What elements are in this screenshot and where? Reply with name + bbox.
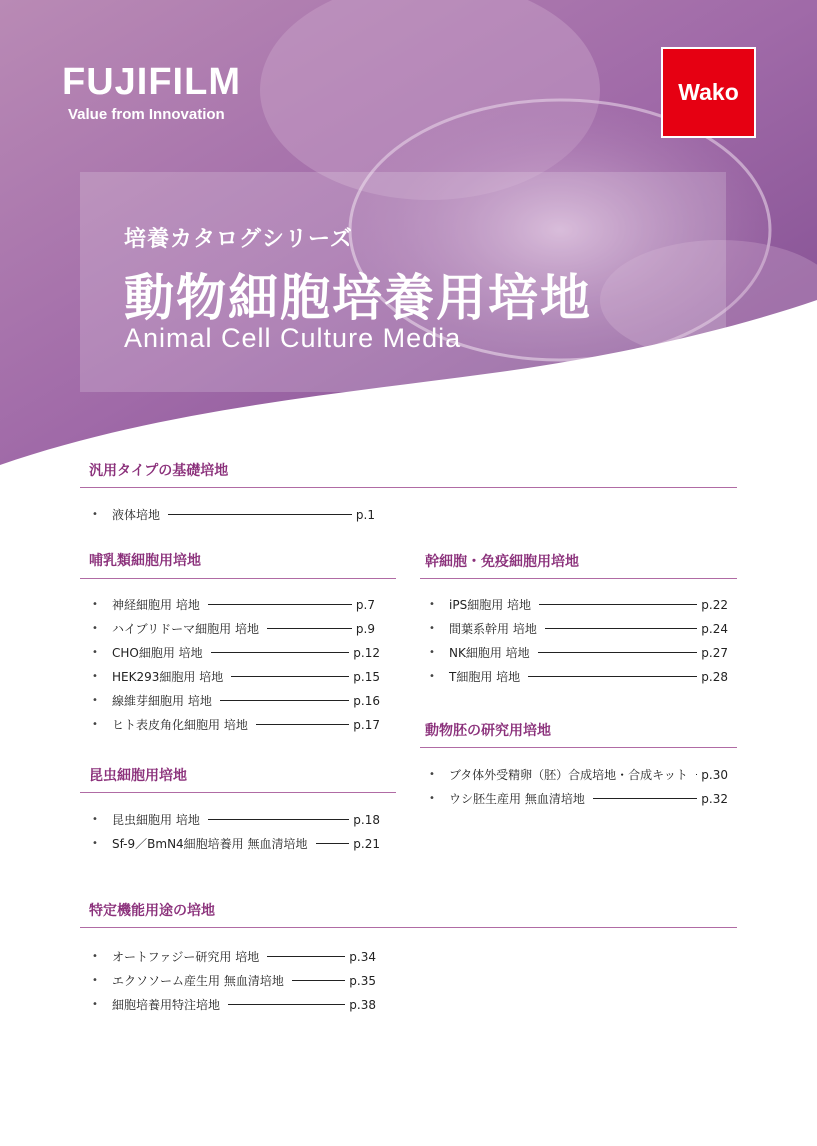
toc-item[interactable] <box>92 948 376 965</box>
toc-item-label: ウシ胚生産用 無血清培地 <box>449 792 585 806</box>
toc-item-label: Sf-9／BmN4細胞培養用 無血清培地 <box>112 837 308 851</box>
toc-item-page: p.32 <box>701 791 728 806</box>
page-title: 動物細胞培養用培地 <box>124 269 592 327</box>
toc-item-page: p.9 <box>355 621 375 636</box>
brand-tagline: Value from Innovation <box>68 106 225 123</box>
bullet-icon: • <box>429 599 435 610</box>
section-heading-embryo: 動物胚の研究用培地 <box>425 723 551 739</box>
toc-item-page: p.24 <box>701 621 728 636</box>
toc-item-page: p.17 <box>353 717 380 732</box>
leader-line <box>539 604 697 605</box>
fujifilm-logo: FUJIFILM <box>62 61 241 103</box>
toc-item-label: オートファジー研究用 培地 <box>112 950 260 964</box>
toc-item-page: p.30 <box>701 767 728 782</box>
leader-line <box>220 700 349 701</box>
section-divider <box>420 747 737 748</box>
leader-line <box>696 774 697 775</box>
toc-item[interactable] <box>429 644 728 661</box>
toc-item-label: HEK293細胞用 培地 <box>112 670 224 684</box>
toc-item-label: iPS細胞用 培地 <box>449 598 532 612</box>
bullet-icon: • <box>429 671 435 682</box>
toc-item-label: 線維芽細胞用 培地 <box>112 694 212 708</box>
toc-item[interactable] <box>92 811 380 828</box>
leader-line <box>256 724 349 725</box>
toc-item[interactable] <box>92 668 380 685</box>
bullet-icon: • <box>92 671 98 682</box>
bullet-icon: • <box>429 623 435 634</box>
section-divider <box>80 792 396 793</box>
section-heading-insect: 昆虫細胞用培地 <box>89 768 187 784</box>
wako-logo: Wako <box>661 47 756 138</box>
toc-item-label: 間葉系幹用 培地 <box>449 622 537 636</box>
toc-item[interactable] <box>429 790 728 807</box>
leader-line <box>208 604 352 605</box>
leader-line <box>316 843 350 844</box>
section-heading-mammal: 哺乳類細胞用培地 <box>89 553 201 569</box>
leader-line <box>292 980 345 981</box>
toc-item[interactable] <box>92 835 380 852</box>
bullet-icon: • <box>429 793 435 804</box>
toc-item-label: ハイブリドーマ細胞用 培地 <box>112 622 259 636</box>
toc-item-page: p.22 <box>701 597 728 612</box>
toc-item[interactable] <box>429 596 728 613</box>
toc-item[interactable] <box>92 692 380 709</box>
toc-item-label: 細胞培養用特注培地 <box>112 998 221 1012</box>
section-heading-special: 特定機能用途の培地 <box>89 903 215 919</box>
toc-item[interactable] <box>92 716 380 733</box>
bullet-icon: • <box>92 719 98 730</box>
bullet-icon: • <box>92 999 98 1010</box>
leader-line <box>211 652 350 653</box>
toc-item[interactable] <box>92 996 376 1013</box>
toc-item-page: p.7 <box>355 597 375 612</box>
toc-item[interactable] <box>429 620 728 637</box>
toc-item[interactable] <box>92 644 380 661</box>
bullet-icon: • <box>92 814 98 825</box>
bullet-icon: • <box>92 599 98 610</box>
bullet-icon: • <box>429 647 435 658</box>
toc-item[interactable] <box>92 620 375 637</box>
bullet-icon: • <box>92 975 98 986</box>
section-divider <box>80 578 396 579</box>
toc-item-page: p.28 <box>701 669 728 684</box>
leader-line <box>208 819 349 820</box>
leader-line <box>545 628 697 629</box>
toc-item[interactable] <box>429 766 728 783</box>
leader-line <box>231 676 349 677</box>
toc-item-page: p.18 <box>353 812 380 827</box>
leader-line <box>228 1004 345 1005</box>
toc-item[interactable] <box>92 596 375 613</box>
toc-item-page: p.34 <box>349 949 376 964</box>
toc-item-label: ブタ体外受精卵（胚）合成培地・合成キット <box>449 768 688 782</box>
toc-item-label: CHO細胞用 培地 <box>112 646 203 660</box>
section-divider <box>80 487 737 488</box>
toc-item-page: p.21 <box>353 836 380 851</box>
bullet-icon: • <box>429 769 435 780</box>
bullet-icon: • <box>92 951 98 962</box>
bullet-icon: • <box>92 623 98 634</box>
toc-item-label: ヒト表皮角化細胞用 培地 <box>112 718 248 732</box>
toc-item-label: 神経細胞用 培地 <box>112 598 200 612</box>
bullet-icon: • <box>92 695 98 706</box>
toc-item-label: T細胞用 培地 <box>449 670 521 684</box>
catalog-series: 培養カタログシリーズ <box>124 227 353 252</box>
toc-item-page: p.27 <box>701 645 728 660</box>
toc-item-label: 液体培地 <box>112 508 161 522</box>
toc-item-page: p.15 <box>353 669 380 684</box>
bullet-icon: • <box>92 509 98 520</box>
leader-line <box>168 514 352 515</box>
section-heading-stem: 幹細胞・免疫細胞用培地 <box>425 554 579 570</box>
toc-item-page: p.1 <box>355 507 375 522</box>
toc-item-page: p.35 <box>349 973 376 988</box>
section-heading-general: 汎用タイプの基礎培地 <box>89 463 229 479</box>
page-title-en: Animal Cell Culture Media <box>124 323 462 353</box>
toc-item[interactable] <box>92 506 375 523</box>
leader-line <box>528 676 697 677</box>
toc-item-label: 昆虫細胞用 培地 <box>112 813 200 827</box>
toc-item[interactable] <box>429 668 728 685</box>
bullet-icon: • <box>92 647 98 658</box>
leader-line <box>267 956 345 957</box>
section-divider <box>420 578 737 579</box>
toc-item-page: p.16 <box>353 693 380 708</box>
leader-line <box>538 652 698 653</box>
leader-line <box>593 798 697 799</box>
leader-line <box>267 628 352 629</box>
toc-item-page: p.38 <box>349 997 376 1012</box>
bullet-icon: • <box>92 838 98 849</box>
toc-item-label: エクソソーム産生用 無血清培地 <box>112 974 284 988</box>
section-divider <box>80 927 737 928</box>
toc-item[interactable] <box>92 972 376 989</box>
toc-item-label: NK細胞用 培地 <box>449 646 530 660</box>
toc-item-page: p.12 <box>353 645 380 660</box>
